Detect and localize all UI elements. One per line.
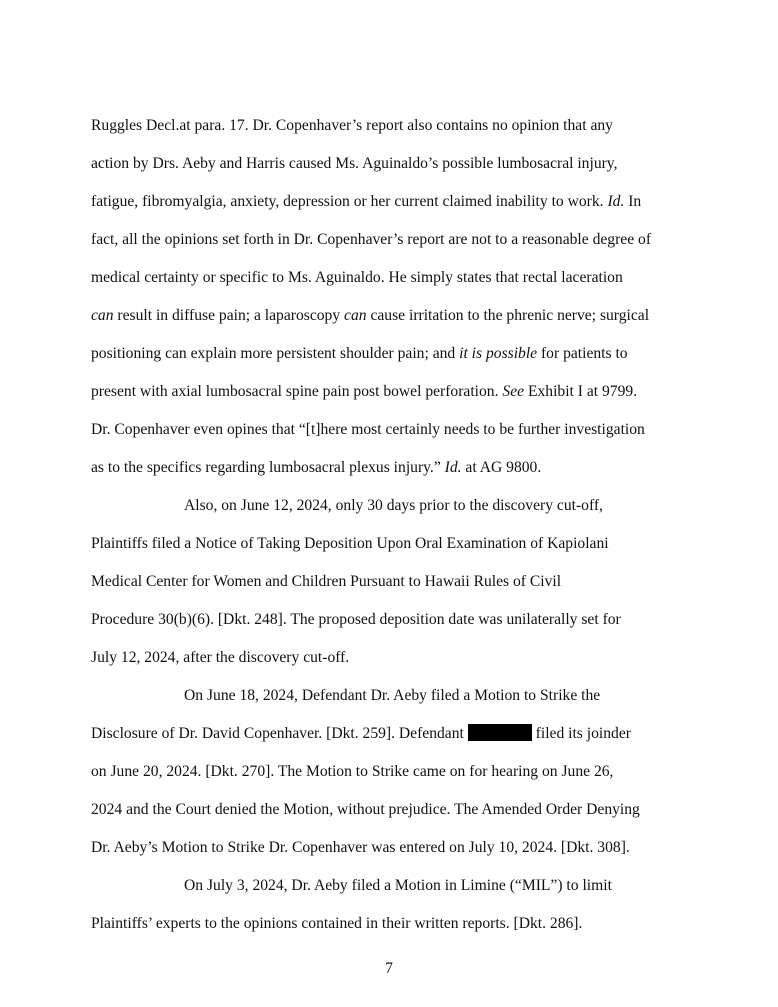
text-span: present with axial lumbosacral spine pain post bowel perforation. bbox=[91, 383, 503, 400]
body-text-line bbox=[91, 420, 645, 440]
citation-italic: Id. bbox=[607, 193, 625, 210]
text-span: fact, all the opinions set forth in Dr. Copenhaver’s report are not to a reasonable degree of bbox=[91, 231, 652, 248]
body-text-line bbox=[184, 876, 612, 896]
redaction-box bbox=[468, 724, 532, 741]
text-span: On July 3, 2024, Dr. Aeby filed a Motion in Limine (“MIL”) to limit bbox=[184, 877, 612, 894]
emphasis-italic: can bbox=[344, 307, 367, 324]
text-span: Procedure 30(b)(6). [Dkt. 248]. The proposed deposition date was unilaterally set for bbox=[91, 611, 621, 628]
body-text-line bbox=[91, 534, 609, 554]
body-text-line bbox=[91, 610, 621, 630]
text-span: on June 20, 2024. [Dkt. 270]. The Motion to Strike came on for hearing on June 26, bbox=[91, 763, 614, 780]
text-span: In bbox=[624, 193, 642, 210]
text-span: Exhibit I at 9799. bbox=[524, 383, 638, 400]
text-span: medical certainty or specific to Ms. Aguinaldo. He simply states that rectal laceration bbox=[91, 269, 623, 286]
text-span: Disclosure of Dr. David Copenhaver. [Dkt. 259]. Defendant bbox=[91, 725, 468, 742]
text-span: result in diffuse pain; a laparoscopy bbox=[113, 307, 345, 324]
citation-italic: See bbox=[502, 383, 525, 400]
emphasis-italic: can bbox=[91, 307, 114, 324]
body-text-line bbox=[91, 116, 613, 136]
text-span: July 12, 2024, after the discovery cut-off. bbox=[91, 649, 350, 666]
body-text-line bbox=[184, 496, 603, 516]
body-text-line bbox=[91, 724, 631, 744]
text-span: Medical Center for Women and Children Pursuant to Hawaii Rules of Civil bbox=[91, 573, 562, 590]
page-number: 7 bbox=[385, 960, 393, 977]
emphasis-italic: it is possible bbox=[459, 345, 538, 362]
body-text-line bbox=[91, 192, 641, 212]
text-span: Plaintiffs’ experts to the opinions contained in their written reports. [Dkt. 286]. bbox=[91, 915, 583, 932]
citation-italic: Id. bbox=[444, 459, 462, 476]
text-span: On June 18, 2024, Defendant Dr. Aeby filed a Motion to Strike the bbox=[184, 687, 601, 704]
body-text-line bbox=[91, 914, 582, 934]
body-text-line bbox=[91, 572, 561, 592]
text-span: action by Drs. Aeby and Harris caused Ms. Aguinaldo’s possible lumbosacral injury, bbox=[91, 155, 618, 172]
body-text-line bbox=[91, 306, 649, 326]
text-span: Dr. Copenhaver even opines that “[t]here most certainly needs to be further investigation bbox=[91, 421, 645, 438]
text-span: cause irritation to the phrenic nerve; surgical bbox=[366, 307, 650, 324]
text-span: Dr. Aeby’s Motion to Strike Dr. Copenhaver was entered on July 10, 2024. [Dkt. 308]. bbox=[91, 839, 630, 856]
text-span: positioning can explain more persistent shoulder pain; and bbox=[91, 345, 460, 362]
body-text-line bbox=[91, 838, 630, 858]
text-span: Plaintiffs filed a Notice of Taking Deposition Upon Oral Examination of Kapiolani bbox=[91, 535, 609, 552]
body-text-line bbox=[91, 230, 651, 250]
body-text-line bbox=[91, 268, 623, 288]
body-text-line bbox=[91, 648, 349, 668]
text-span: for patients to bbox=[537, 345, 628, 362]
text-span: Also, on June 12, 2024, only 30 days prior to the discovery cut-off, bbox=[184, 497, 603, 514]
text-span: at AG 9800. bbox=[461, 459, 542, 476]
body-text-line bbox=[184, 686, 600, 706]
text-span: fatigue, fibromyalgia, anxiety, depression or her current claimed inability to work. bbox=[91, 193, 608, 210]
body-text-line bbox=[91, 458, 541, 478]
body-text-line bbox=[91, 154, 618, 174]
text-span: filed its joinder bbox=[531, 725, 631, 742]
text-span: Ruggles Decl.at para. 17. Dr. Copenhaver’s report also contains no opinion that any bbox=[91, 117, 613, 134]
text-span: as to the specifics regarding lumbosacral plexus injury.” bbox=[91, 459, 445, 476]
body-text-line bbox=[91, 344, 628, 364]
body-text-line bbox=[91, 382, 637, 402]
text-span: 2024 and the Court denied the Motion, without prejudice. The Amended Order Denying bbox=[91, 801, 640, 818]
body-text-line bbox=[91, 800, 640, 820]
body-text-line bbox=[91, 762, 613, 782]
